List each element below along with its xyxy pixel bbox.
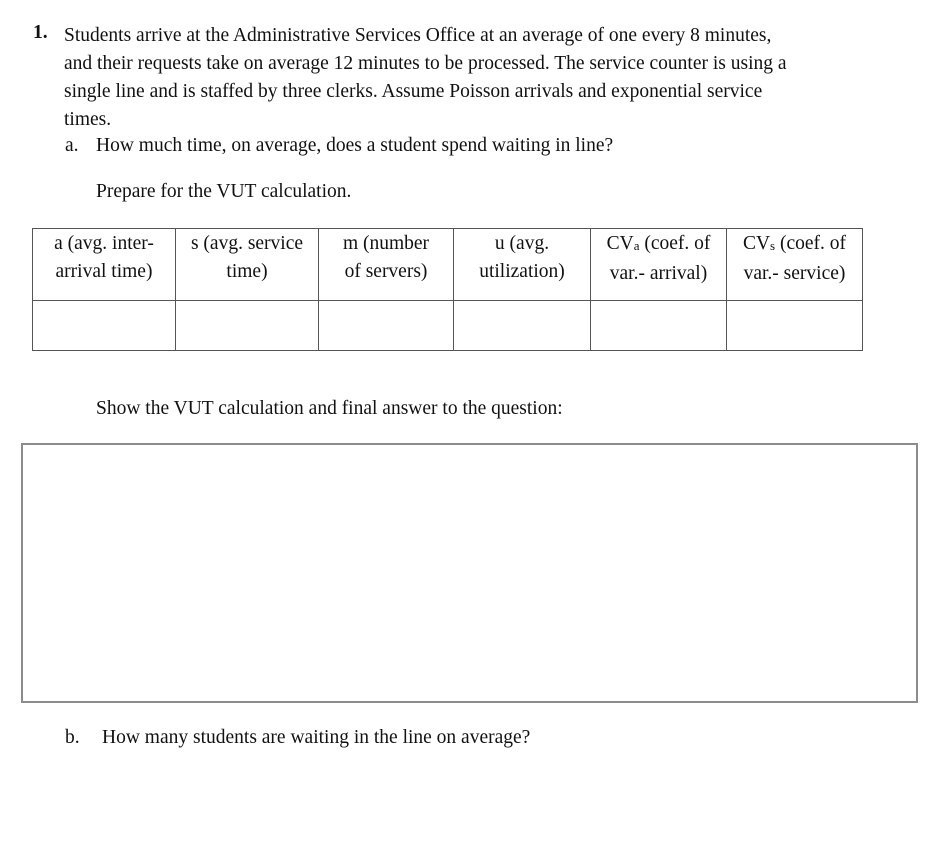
value-cell-cv-arrival[interactable] — [591, 301, 727, 351]
value-cell-servers[interactable] — [319, 301, 454, 351]
show-calculation-instruction: Show the VUT calculation and final answer to the question: — [96, 398, 563, 419]
question-number: 1. — [33, 22, 48, 43]
header-cell-cv-service: $CV_s$ (coef. of var.- service) — [727, 229, 863, 301]
part-a-question: How much time, on average, does a student spend waiting in line? — [96, 135, 614, 156]
table-value-row — [33, 301, 863, 351]
question-line: Students arrive at the Administrative Services Office at an average of one every 8 minutes, — [64, 25, 772, 46]
part-b-question: How many students are waiting in the line on average? — [102, 727, 531, 748]
value-cell-arrival-time[interactable] — [33, 301, 176, 351]
question-line: times. — [64, 109, 112, 130]
part-a-label: a. — [65, 135, 79, 156]
answer-box[interactable] — [21, 443, 918, 703]
header-cell-servers: m (number of servers) — [319, 229, 454, 301]
header-cell-cv-arrival: $CV_a$ (coef. of var.- arrival) — [591, 229, 727, 301]
value-cell-service-time[interactable] — [176, 301, 319, 351]
value-cell-utilization[interactable] — [454, 301, 591, 351]
header-cell-service-time: s (avg. service time) — [176, 229, 319, 301]
prep-instruction: Prepare for the VUT calculation. — [96, 181, 352, 202]
question-line: single line and is staffed by three clerks. Assume Poisson arrivals and exponential service — [64, 81, 763, 102]
question-line: and their requests take on average 12 minutes to be processed. The service counter is using a — [64, 53, 787, 74]
table-header-row — [33, 229, 863, 301]
question-text — [64, 22, 864, 134]
header-cell-utilization: u (avg. utilization) — [454, 229, 591, 301]
part-b-label: b. — [65, 727, 80, 748]
vut-parameters-table — [32, 228, 863, 351]
value-cell-cv-service[interactable] — [727, 301, 863, 351]
header-cell-arrival-time: a (avg. inter- arrival time) — [33, 229, 176, 301]
